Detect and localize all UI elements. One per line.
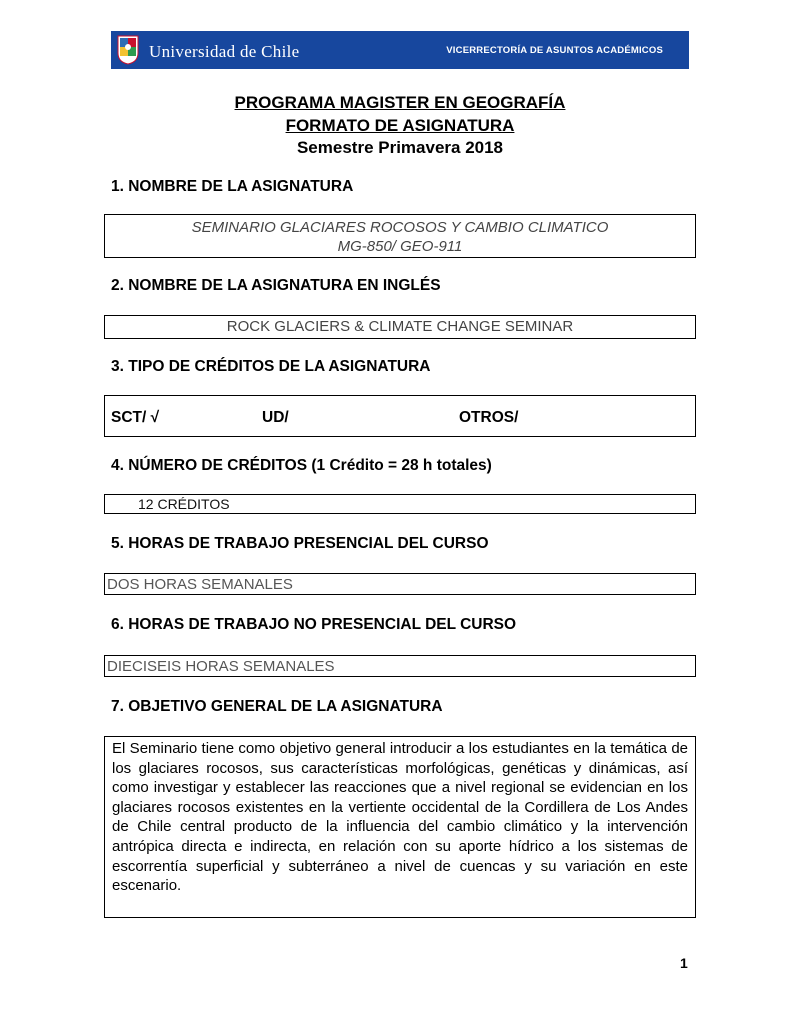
section-6-heading: 6. HORAS DE TRABAJO NO PRESENCIAL DEL CURSO xyxy=(111,616,517,633)
semester-title: Semestre Primavera 2018 xyxy=(296,138,504,157)
credit-type-otros: OTROS/ xyxy=(459,409,519,426)
format-title: FORMATO DE ASIGNATURA xyxy=(285,116,515,135)
non-presencial-hours-box xyxy=(104,655,696,677)
section-7-heading: 7. OBJETIVO GENERAL DE LA ASIGNATURA xyxy=(111,698,443,715)
section-4-heading: 4. NÚMERO DE CRÉDITOS (1 Crédito = 28 h totales) xyxy=(111,457,492,474)
objective-text: El Seminario tiene como objetivo general introducir a los estudiantes en la temática de los glaciares rocosos, sus características morfológicas, genéticas y dinámicas, así como investigar y establecer las reacciones que a nivel regional se evidencian en los glaciares rocosos existentes en la vertiente occidental de la Cordillera de Los Andes de Chile central producto de la influencia del cambio climático y la intervención antrópica directa e indirecta, en relación con su aporte hídrico a los sistemas de escorrentía superficial y subterráneo a nivel de cuencas y su variación en este escenario. xyxy=(112,740,688,895)
section-3-heading: 3. TIPO DE CRÉDITOS DE LA ASIGNATURA xyxy=(111,358,431,375)
credit-type-ud: UD/ xyxy=(262,409,289,426)
course-name: SEMINARIO GLACIARES ROCOSOS Y CAMBIO CLIMATICO xyxy=(191,219,609,236)
objective-box xyxy=(104,736,696,918)
english-name-box xyxy=(104,315,696,339)
credits-value: 12 CRÉDITOS xyxy=(138,496,230,512)
presencial-hours-box xyxy=(104,573,696,595)
university-crest-icon xyxy=(117,35,139,65)
course-name-box xyxy=(104,214,696,258)
header-banner xyxy=(111,31,689,69)
university-name: Universidad de Chile xyxy=(149,42,300,61)
credits-box xyxy=(104,494,696,514)
program-title: PROGRAMA MAGISTER EN GEOGRAFÍA xyxy=(234,93,566,112)
section-5-heading: 5. HORAS DE TRABAJO PRESENCIAL DEL CURSO xyxy=(111,535,489,552)
english-name: ROCK GLACIERS & CLIMATE CHANGE SEMINAR xyxy=(226,318,574,335)
credit-type-box xyxy=(104,395,696,437)
non-presencial-hours: DIECISEIS HORAS SEMANALES xyxy=(107,658,335,675)
presencial-hours: DOS HORAS SEMANALES xyxy=(107,576,293,593)
section-2-heading: 2. NOMBRE DE LA ASIGNATURA EN INGLÉS xyxy=(111,277,441,294)
credit-type-sct: SCT/ √ xyxy=(111,409,160,426)
section-1-heading: 1. NOMBRE DE LA ASIGNATURA xyxy=(111,178,354,195)
course-code: MG-850/ GEO-911 xyxy=(337,238,463,255)
vicerrectoria-label: VICERRECTORÍA DE ASUNTOS ACADÉMICOS xyxy=(446,45,663,56)
page-number: 1 xyxy=(680,955,688,971)
